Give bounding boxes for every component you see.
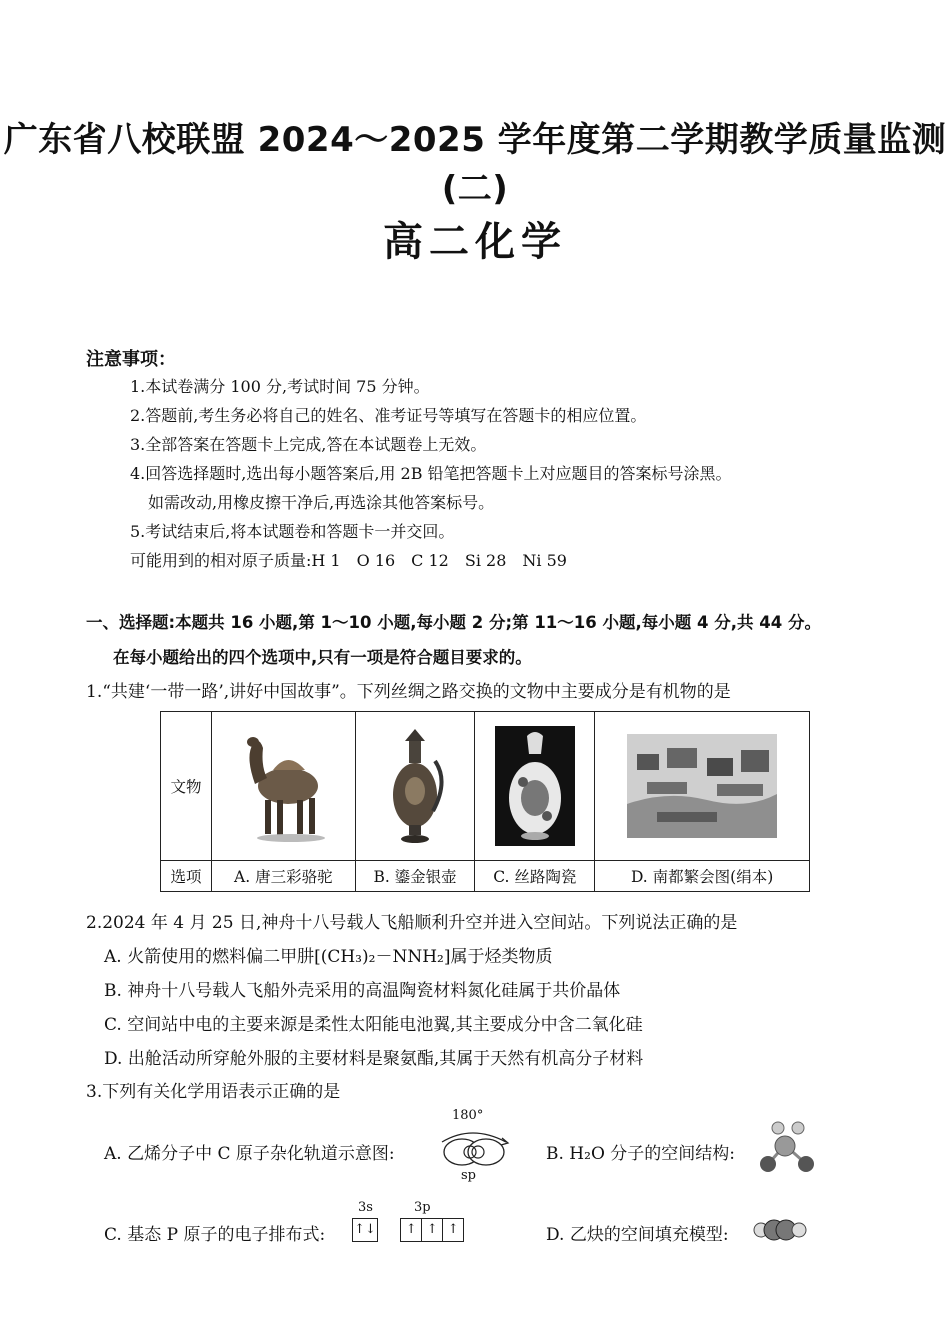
q3-sp-label: sp: [461, 1168, 476, 1183]
orbital-3p-box: ↑: [443, 1218, 464, 1242]
row-head-option: 选项: [161, 861, 212, 892]
water-molecule-model: [756, 1116, 820, 1178]
notice-item: 5.考试结束后,将本试题卷和答题卡一并交回。: [130, 522, 455, 541]
relic-painting-image: [595, 712, 810, 861]
notice-item: 3.全部答案在答题卡上完成,答在本试题卷上无效。: [130, 435, 487, 454]
q3-option-b: B. H₂O 分子的空间结构:: [546, 1144, 736, 1164]
q1-option-d: D. 南都繁会图(绢本): [595, 861, 810, 892]
notice-item: 1.本试卷满分 100 分,考试时间 75 分钟。: [130, 377, 430, 396]
orbital-3p-box: ↑: [400, 1218, 422, 1242]
section-instructions-2: 在每小题给出的四个选项中,只有一项是符合题目要求的。: [113, 648, 532, 667]
q2-option-c: C. 空间站中电的主要来源是柔性太阳能电池翼,其主要成分中含二氧化硅: [104, 1015, 643, 1035]
q2-option-b: B. 神舟十八号载人飞船外壳采用的高温陶瓷材料氮化硅属于共价晶体: [104, 981, 621, 1001]
q3-option-c: C. 基态 P 原子的电子排布式:: [104, 1225, 326, 1245]
acetylene-model: [752, 1216, 808, 1244]
q1-option-a: A. 唐三彩骆驼: [212, 861, 356, 892]
q2-option-d: D. 出舱活动所穿舱外服的主要材料是聚氨酯,其属于天然有机高分子材料: [104, 1049, 644, 1069]
orbital-3s-box: ↑↓: [352, 1218, 378, 1242]
relic-porcelain-image: [475, 712, 595, 861]
question-1-stem: 1.“共建‘一带一路’,讲好中国故事”。下列丝绸之路交换的文物中主要成分是有机物的是: [86, 682, 731, 702]
orbital-box-diagram: [352, 1218, 464, 1242]
question-2-stem: 2.2024 年 4 月 25 日,神舟十八号载人飞船顺利升空并进入空间站。下列说法正确的是: [86, 913, 738, 933]
q1-option-b: B. 鎏金银壶: [355, 861, 475, 892]
atomic-masses: 可能用到的相对原子质量:H 1 O 16 C 12 Si 28 Ni 59: [130, 551, 567, 570]
notice-item: 如需改动,用橡皮擦干净后,再选涂其他答案标号。: [148, 493, 495, 512]
exam-subject: 高二化学: [383, 219, 567, 265]
q1-option-c: C. 丝路陶瓷: [475, 861, 595, 892]
q2-option-a: A. 火箭使用的燃料偏二甲肼[(CH₃)₂－NNH₂]属于烃类物质: [104, 947, 553, 967]
relic-camel-image: [212, 712, 356, 861]
sp-orbital-diagram: [424, 1124, 524, 1170]
relic-table: [160, 711, 810, 892]
section-instructions: 一、选择题:本题共 16 小题,第 1～10 小题,每小题 2 分;第 11～16 小题,每小题 4 分,共 44 分。: [86, 613, 821, 632]
q3-option-d: D. 乙炔的空间填充模型:: [546, 1225, 729, 1245]
exam-title: 广东省八校联盟 2024～2025 学年度第二学期教学质量监测(二): [3, 120, 947, 209]
row-head-relic: 文物: [161, 712, 212, 861]
orbital-3p-box: ↑: [422, 1218, 443, 1242]
label-3s: 3s: [358, 1200, 373, 1215]
notice-item: 2.答题前,考生务必将自己的姓名、准考证号等填写在答题卡的相应位置。: [130, 406, 647, 425]
notice-heading: 注意事项：: [86, 349, 176, 370]
q3-angle-label: 180°: [452, 1108, 484, 1123]
label-3p: 3p: [414, 1200, 431, 1215]
relic-silver-pot-image: [355, 712, 475, 861]
question-3-stem: 3.下列有关化学用语表示正确的是: [86, 1082, 341, 1102]
notice-item: 4.回答选择题时,选出每小题答案后,用 2B 铅笔把答题卡上对应题目的答案标号涂黑。: [130, 464, 732, 483]
q3-option-a: A. 乙烯分子中 C 原子杂化轨道示意图:: [104, 1144, 395, 1164]
